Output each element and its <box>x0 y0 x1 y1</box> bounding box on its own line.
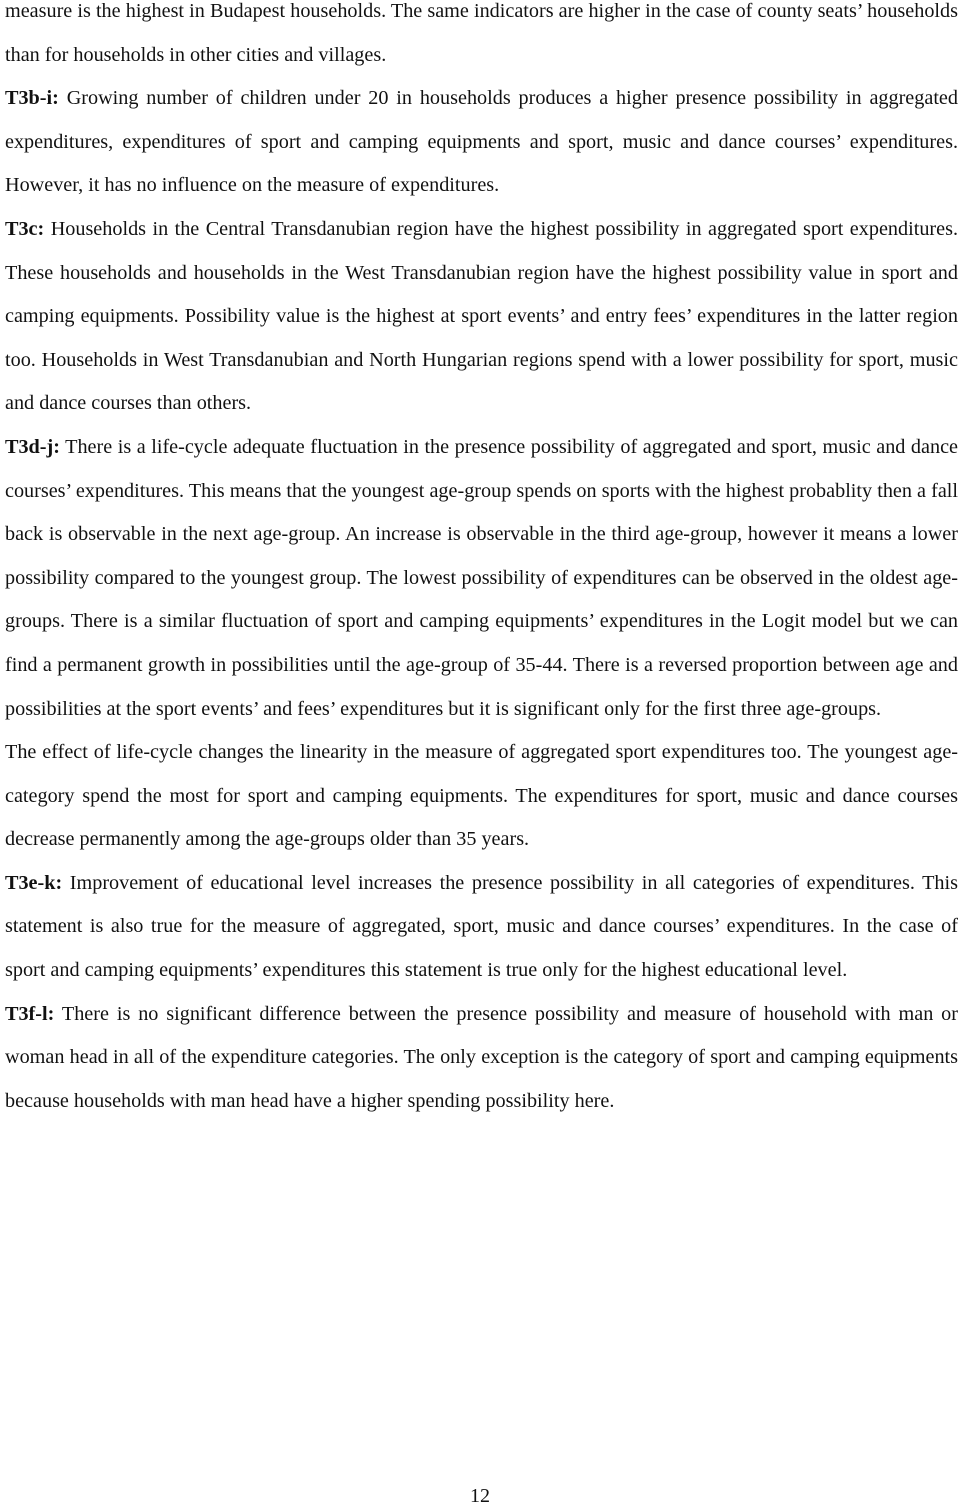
paragraph-t3f-l <box>5 993 958 1124</box>
thesis-label: T3c: <box>5 217 45 240</box>
paragraph-continuation <box>5 0 958 77</box>
thesis-label: T3e-k: <box>5 871 63 894</box>
paragraph-text: Growing number of children under 20 in households produces a higher presence possibility in aggregated expenditures, expenditures of sport and camping equipments and sport, music and dance courses’ expenditures. However, it has no influence on the measure of expenditures. <box>5 87 958 197</box>
document-page <box>5 0 958 1123</box>
page-number: 12 <box>470 1485 490 1507</box>
paragraph-text: measure is the highest in Budapest households. The same indicators are higher in the case of county seats’ households than for households in other cities and villages. <box>5 0 958 66</box>
paragraph-life-cycle <box>5 731 958 862</box>
thesis-label: T3d-j: <box>5 435 60 458</box>
paragraph-text: The effect of life-cycle changes the linearity in the measure of aggregated sport expenditures too. The youngest age-category spend the most for sport and camping equipments. The expenditures for sport, music and dance courses decrease permanently among the age-groups older than 35 years. <box>5 741 958 851</box>
paragraph-text: There is a life-cycle adequate fluctuation in the presence possibility of aggregated and sport, music and dance courses’ expenditures. This means that the youngest age-group spends on sports with the highest probablity then a fall back is observable in the next age-group. An increase is observable in the third age-group, however it means a lower possibility compared to the youngest group. The lowest possibility of expenditures can be observed in the oldest age-groups. There is a similar fluctuation of sport and camping equipments’ expenditures in the Logit model but we can find a permanent growth in possibilities until the age-group of 35-44. There is a reversed proportion between age and possibilities at the sport events’ and fees’ expenditures but it is significant only for the first three age-groups. <box>5 435 958 720</box>
paragraph-t3d-j <box>5 426 958 731</box>
paragraph-text: There is no significant difference between the presence possibility and measure of household with man or woman head in all of the expenditure categories. The only exception is the category of sport and camping equipments because households with man head have a higher spending possibility here. <box>5 1002 958 1112</box>
paragraph-text: Households in the Central Transdanubian region have the highest possibility in aggregated sport expenditures. These households and households in the West Transdanubian region have the highest possibility value in sport and camping equipments. Possibility value is the highest at sport events’ and entry fees’ expenditures in the latter region too. Households in West Transdanubian and North Hungarian regions spend with a lower possibility for sport, music and dance courses than others. <box>5 217 958 415</box>
paragraph-text: Improvement of educational level increases the presence possibility in all categories of expenditures. This statement is also true for the measure of aggregated, sport, music and dance courses’ expenditures. In the case of sport and camping equipments’ expenditures this statement is true only for the highest educational level. <box>5 871 958 982</box>
thesis-label: T3f-l: <box>5 1002 55 1025</box>
thesis-label: T3b-i: <box>5 87 59 110</box>
paragraph-t3e-k <box>5 862 958 993</box>
paragraph-t3c <box>5 208 958 426</box>
paragraph-t3b-i <box>5 77 958 208</box>
